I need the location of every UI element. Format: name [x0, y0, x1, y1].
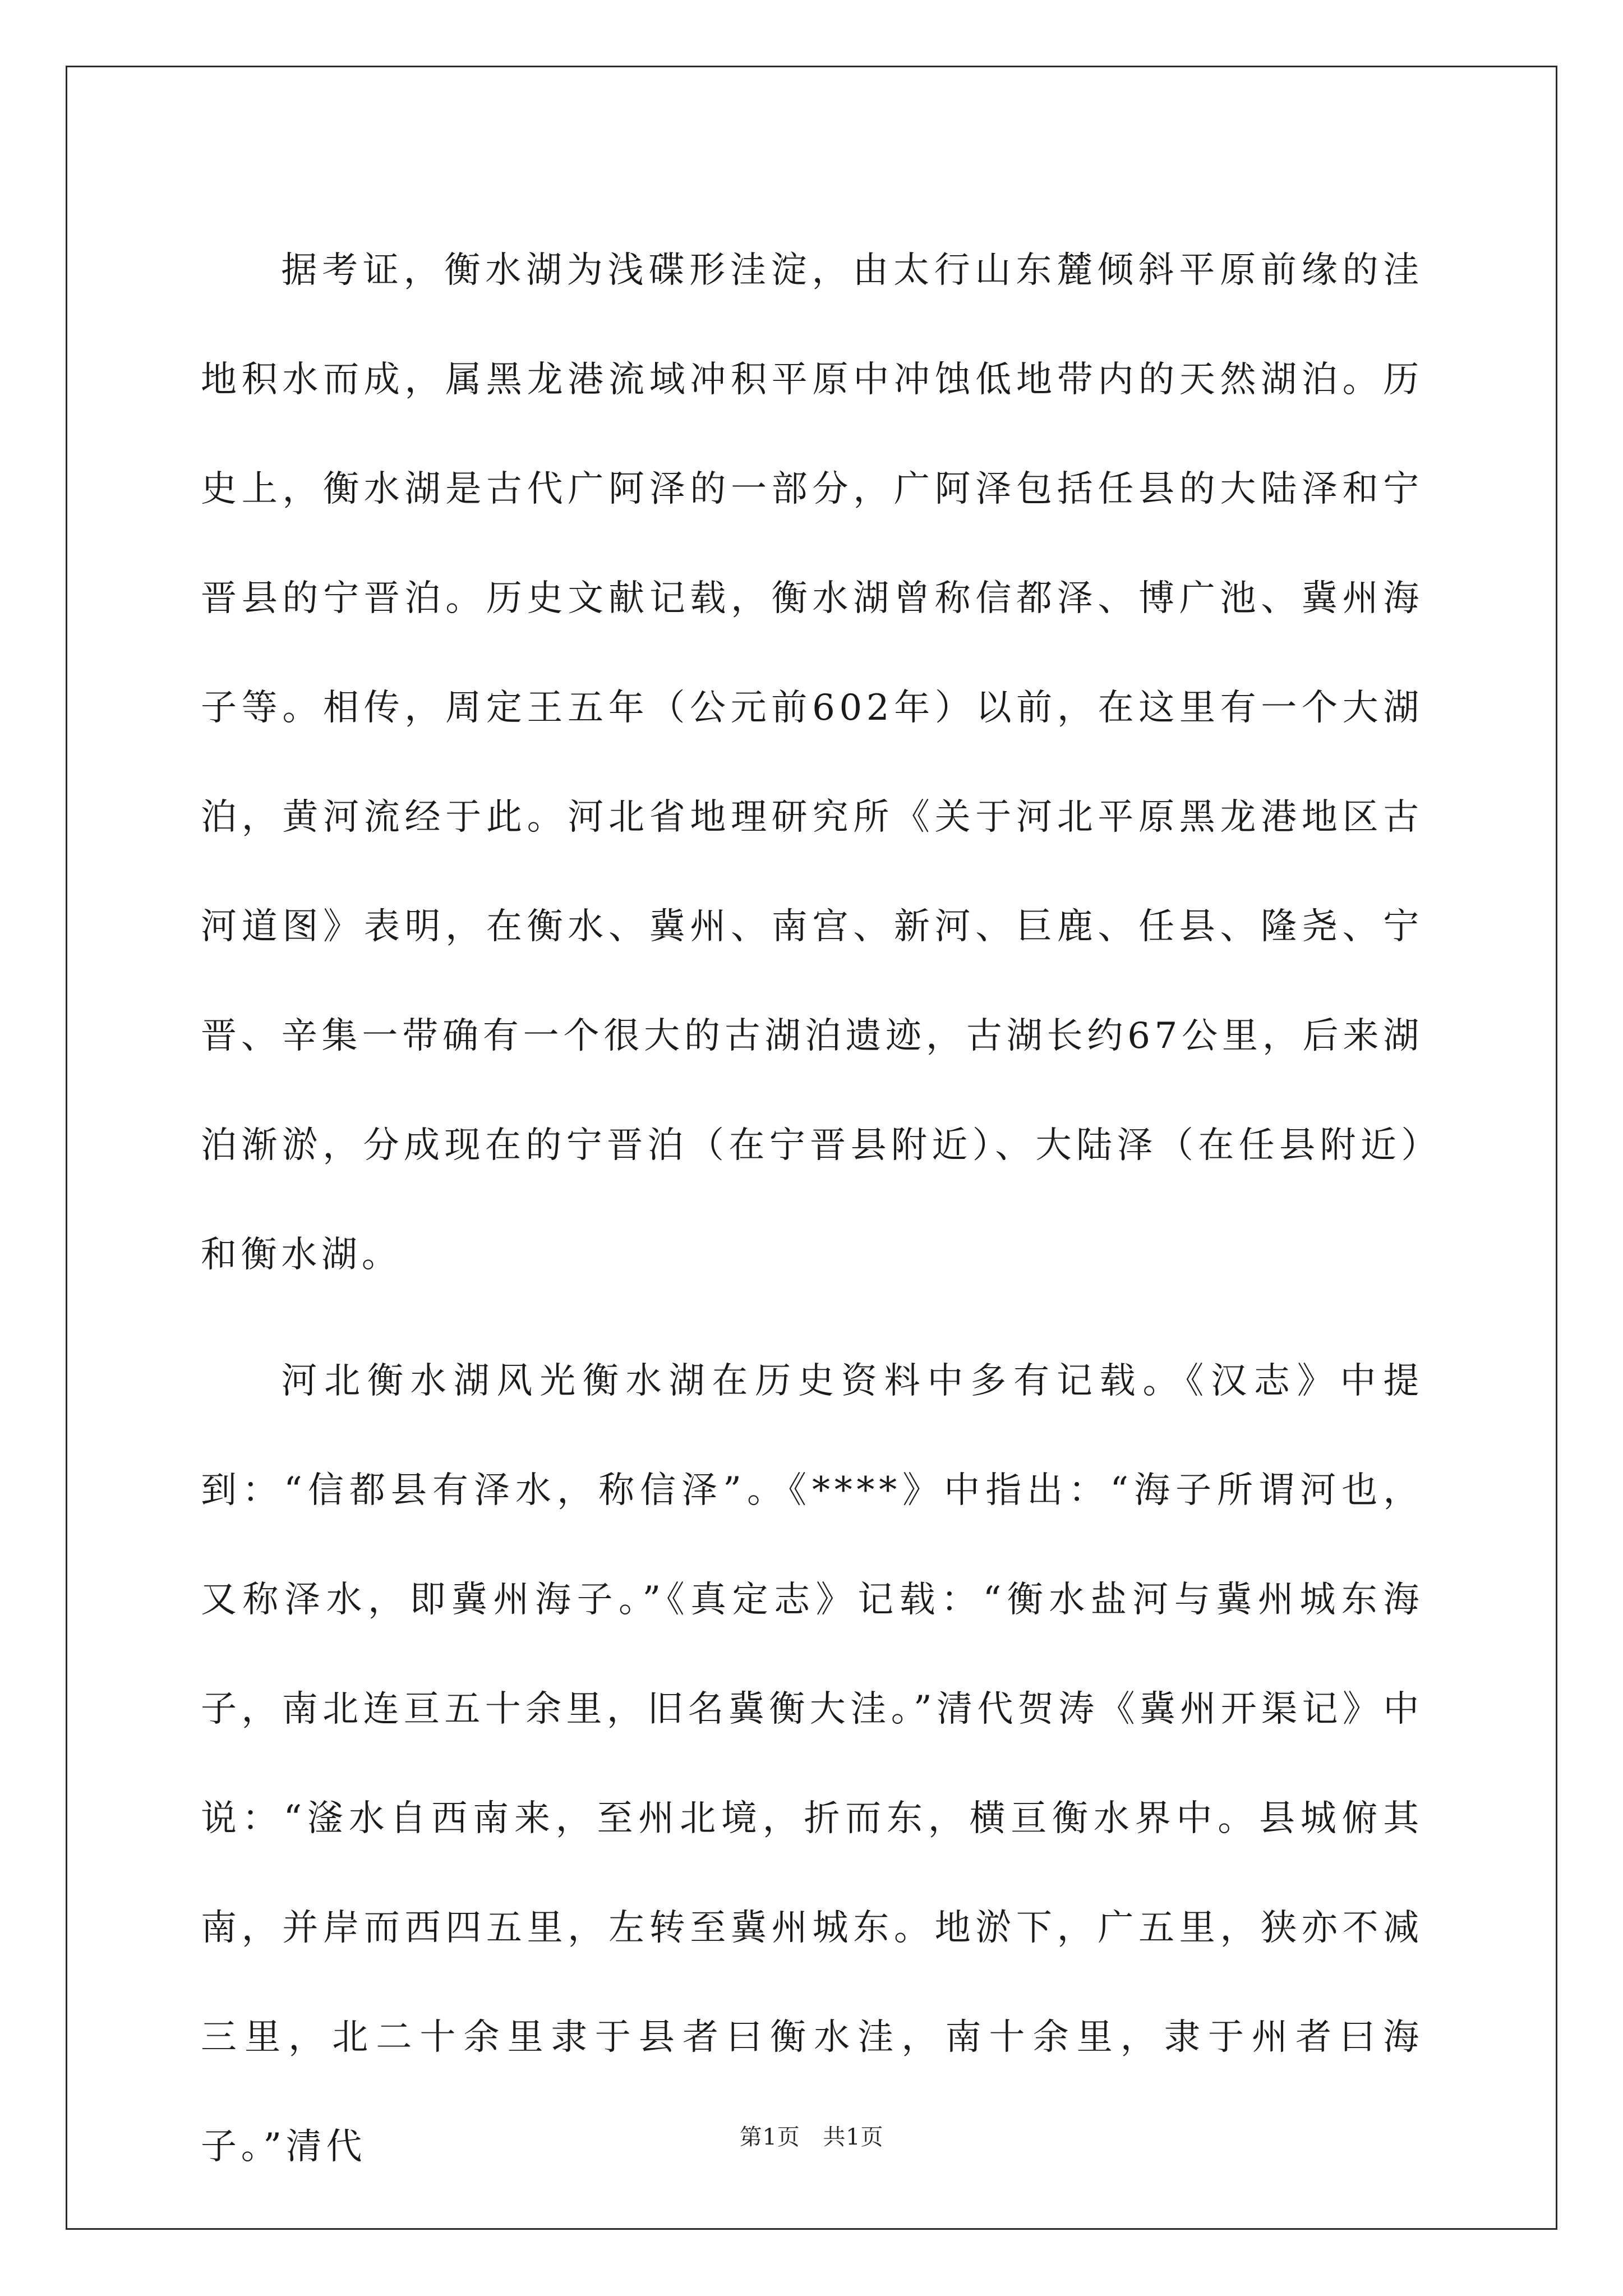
page-footer: 第1页 共1页 [739, 2124, 884, 2150]
paragraph-2: 河北衡水湖风光衡水湖在历史资料中多有记载。《汉志》中提到：“信都县有泽水，称信泽”。《****》中指出：“海子所谓河也，又称泽水，即冀州海子。”《真定志》记载：“衡水盐河与冀州城东海子，南北连亘五十余里，旧名冀衡大洼。”清代贺涛《冀州开渠记》中说：“滏水自西南来，至州北境，折而东，横亘衡水界中。县城俯其南，并岸而西四五里，左转至冀州城东。地淤下，广五里，狭亦不减三里，北二十余里隶于县者曰衡水洼，南十余里，隶于州者曰海子。”清代 [201, 1360, 1423, 2168]
document-body [201, 216, 1423, 2202]
paragraph-1: 据考证，衡水湖为浅碟形洼淀，由太行山东麓倾斜平原前缘的洼地积水而成，属黑龙港流域冲积平原中冲蚀低地带内的天然湖泊。历史上，衡水湖是古代广阿泽的一部分，广阿泽包括任县的大陆泽和宁晋县的宁晋泊。历史文献记载，衡水湖曾称信都泽、博广池、冀州海子等。相传，周定王五年（公元前602年）以前，在这里有一个大湖泊，黄河流经于此。河北省地理研究所《关于河北平原黑龙港地区古河道图》表明，在衡水、冀州、南宫、新河、巨鹿、任县、隆尧、宁晋、辛集一带确有一个很大的古湖泊遗迹，古湖长约67公里，后来湖泊渐淤，分成现在的宁晋泊（在宁晋县附近）、大陆泽（在任县附近）和衡水湖。 [201, 250, 1423, 1276]
